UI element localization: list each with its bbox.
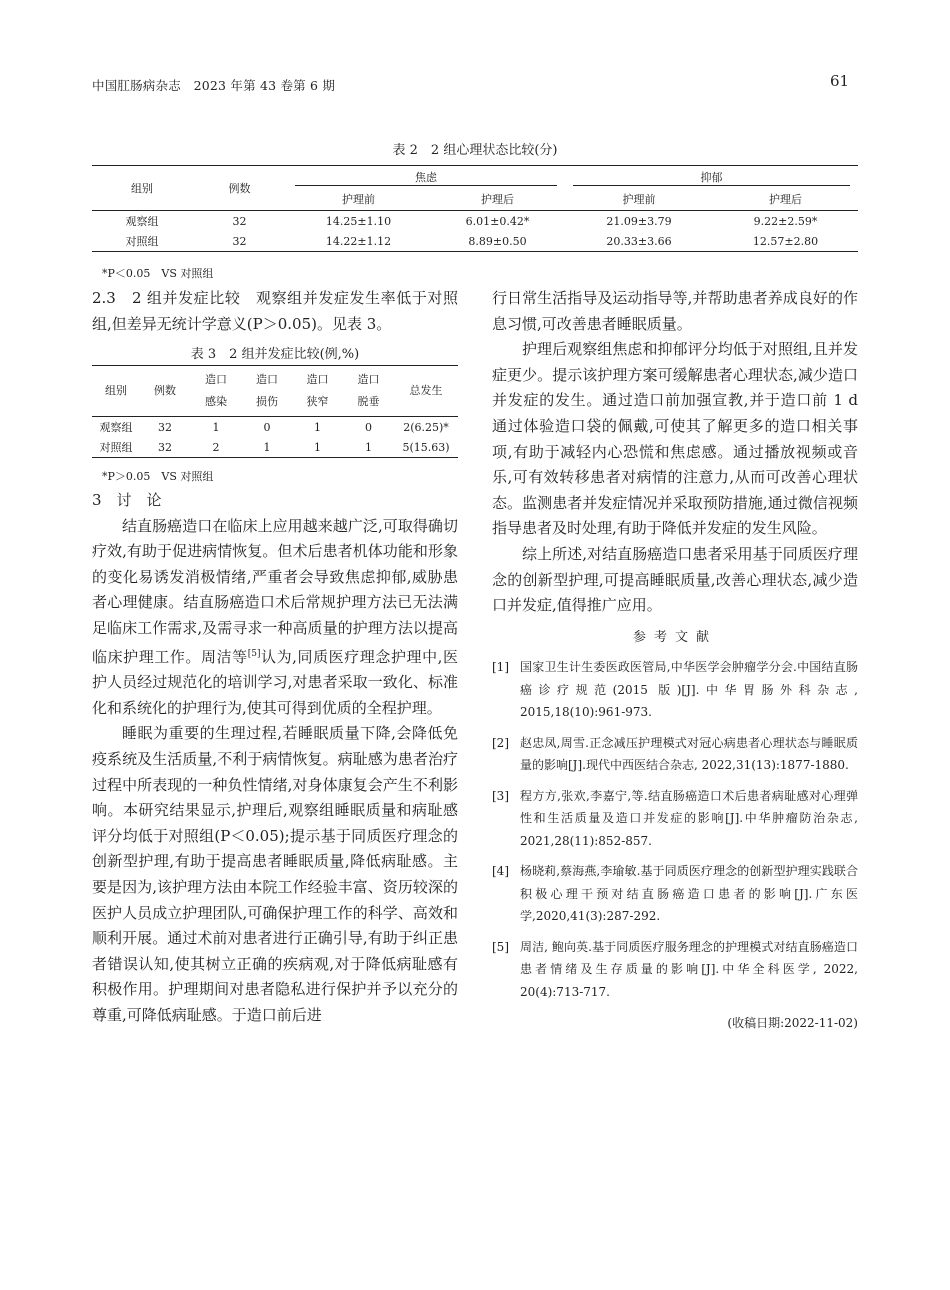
received-date: (收稿日期:2022-11-02): [727, 1016, 858, 1031]
t3-cell: 1: [292, 437, 343, 458]
t2-cell: 对照组: [92, 231, 192, 252]
reference-item: [492, 732, 858, 777]
paragraph: [92, 514, 458, 722]
t3-cell: 1: [242, 437, 292, 458]
table2-caption: 表 2 2 组心理状态比较(分): [392, 143, 558, 158]
reference-item: [492, 936, 858, 1004]
section-3-heading: 3 讨 论: [92, 491, 162, 509]
t2-header-d-before: 护理前: [565, 188, 713, 211]
t2-cell: 14.22±1.12: [287, 231, 430, 252]
t2-cell: 8.89±0.50: [430, 231, 565, 252]
t2-header-group: 组别: [92, 166, 192, 211]
paragraph-text: 认为,同质医疗理念护理中,医护人员经过规范化的培训学习,对患者采取一致化、标准化和系统化的护理行为,使其可得到优质的全程护理。: [92, 647, 458, 717]
reference-number: [2]: [492, 735, 509, 750]
reference-text: 杨晓莉,蔡海燕,李瑜敏.基于同质医疗理念的创新型护理实践联合积极心理干预对结直肠癌造口患者的影响[J].广东医学,2020,41(3):287-292.: [520, 864, 858, 924]
page-number: 61: [830, 72, 850, 90]
t3-cell: 32: [140, 437, 190, 458]
t2-header-d-after: 护理后: [713, 188, 858, 211]
citation: [5]: [247, 648, 261, 659]
t2-header-cases: 例数: [192, 166, 287, 211]
section-2-3: 2.3 2 组并发症比较 观察组并发症发生率低于对照组,但差异无统计学意义(P＞0.05)。见表 3。: [92, 289, 458, 333]
paragraph: 睡眠为重要的生理过程,若睡眠质量下降,会降低免疫系统及生活质量,不利于病情恢复。病耻感为患者治疗过程中所表现的一种负性情绪,对身体康复会产生不利影响。本研究结果显示,护理后,观察组睡眠质量和病耻感评分均低于对照组(P＜0.05);提示基于同质医疗理念的创新型护理,有助于提高患者睡眠质量,降低病耻感。主要是因为,该护理方法由本院工作经验丰富、资历较深的医护人员成立护理团队,可确保护理工作的科学、高效和顺利开展。通过术前对患者进行正确引导,有助于纠正患者错误认知,使其树立正确的疾病观,对于降低病耻感有积极作用。护理期间对患者隐私进行保护并予以充分的尊重,可降低病耻感。于造口前后进: [92, 724, 458, 1024]
t2-cell: 9.22±2.59*: [753, 214, 818, 228]
t2-header-a-before: 护理前: [287, 188, 430, 211]
table3-note: *P＞0.05 VS 对照组: [102, 470, 214, 483]
left-column-lower: [92, 488, 458, 1028]
t3-header: 总发生: [394, 366, 458, 417]
reference-text: 国家卫生计生委医政医管局,中华医学会肿瘤学分会.中国结直肠癌诊疗规范(2015 版)[J].中华胃肠外科杂志, 2015,18(10):961-973.: [520, 660, 858, 720]
paragraph: 综上所述,对结直肠癌造口患者采用基于同质医疗理念的创新型护理,可提高睡眠质量,改善心理状态,减少造口并发症,值得推广应用。: [492, 544, 858, 615]
t3-header: 造口 狭窄: [292, 366, 343, 417]
paragraph: 行日常生活指导及运动指导等,并帮助患者养成良好的作息习惯,可改善患者睡眠质量。: [492, 289, 858, 333]
references-title: 参考文献: [632, 629, 717, 645]
reference-item: [492, 785, 858, 853]
t3-cell: 对照组: [92, 437, 140, 458]
t2-cell: 12.57±2.80: [713, 231, 858, 252]
t3-cell: 2(6.25)*: [403, 420, 449, 434]
table3: [92, 365, 458, 458]
reference-number: [3]: [492, 788, 509, 803]
t3-cell: 1: [314, 420, 321, 434]
t2-cell: 14.25±1.10: [325, 214, 392, 228]
t3-header: 组别: [92, 366, 140, 417]
t3-header: 例数: [140, 366, 190, 417]
reference-number: [4]: [492, 864, 509, 879]
reference-text: 赵忠凤,周雪.正念减压护理模式对冠心病患者心理状态与睡眠质量的影响[J].现代中西医结合杂志, 2022,31(13):1877-1880.: [520, 735, 858, 773]
t2-cell: 21.09±3.79: [606, 214, 672, 228]
t3-cell: 5(15.63): [394, 437, 458, 458]
t2-header-anxiety: 焦虑: [295, 169, 557, 186]
t3-header: 造口 损伤: [242, 366, 292, 417]
paragraph-text: 结直肠癌造口在临床上应用越来越广泛,可取得确切疗效,有助于促进病情恢复。但术后患者机体功能和形象的变化易诱发消极情绪,严重者会导致焦虑抑郁,威胁患者心理健康。结直肠癌造口术后常规护理方法已无法满足临床工作需求,及需寻求一种高质量的护理方法以提高临床护理工作。周洁等: [92, 516, 458, 666]
t2-cell: 32: [192, 231, 287, 252]
t2-cell: 32: [232, 214, 247, 228]
table-row: [92, 437, 458, 458]
left-column-upper: [92, 286, 458, 337]
reference-item: [492, 656, 858, 724]
table2-note: *P＜0.05 VS 对照组: [102, 267, 214, 280]
t2-cell: 20.33±3.66: [565, 231, 713, 252]
t2-header-a-after: 护理后: [430, 188, 565, 211]
table-row: [92, 211, 858, 232]
reference-text: 周洁, 鲍向英.基于同质医疗服务理念的护理模式对结直肠癌造口患者情绪及生存质量的影响[J].中华全科医学, 2022, 20(4):713-717.: [520, 939, 858, 999]
t3-header: 造口 脱垂: [343, 366, 394, 417]
paragraph: 护理后观察组焦虑和抑郁评分均低于对照组,且并发症更少。提示该护理方案可缓解患者心理状态,减少造口并发症的发生。通过造口前加强宣教,并于造口前 1 d 通过体验造口袋的佩戴,可使其了解更多的造口相关事项,有助于减轻内心恐慌和焦虑感。通过播放视频或音乐,可有效转移患者对病情的注意力,从而可改善心理状态。监测患者并发症情况并采取预防措施,通过微信视频指导患者及时处理,有助于降低并发症的发生风险。: [492, 340, 858, 538]
t3-cell: 0: [263, 420, 271, 434]
t3-cell: 0: [365, 420, 372, 434]
t2-cell: 观察组: [125, 215, 159, 228]
table-row: [92, 417, 458, 438]
t3-cell: 32: [158, 420, 172, 434]
t3-header: 造口 感染: [190, 366, 242, 417]
reference-number: [5]: [492, 939, 509, 954]
reference-number: [1]: [492, 660, 509, 675]
t2-header-depression: 抑郁: [573, 169, 850, 186]
t3-cell: 1: [343, 437, 394, 458]
t2-cell: 6.01±0.42*: [465, 214, 530, 228]
running-header: 中国肛肠病杂志 2023 年第 43 卷第 6 期: [92, 78, 336, 93]
table-row: [92, 231, 858, 252]
t3-cell: 2: [190, 437, 242, 458]
t3-cell: 1: [212, 420, 220, 434]
reference-item: [492, 860, 858, 928]
table2: [92, 165, 858, 252]
reference-text: 程方方,张欢,李嘉宁,等.结直肠癌造口术后患者病耻感对心理弹性和生活质量及造口并发症的影响[J].中华肿瘤防治杂志, 2021,28(11):852-857.: [520, 788, 858, 848]
table3-caption: 表 3 2 组并发症比较(例,%): [190, 347, 360, 362]
right-column: [492, 286, 858, 1037]
t3-cell: 观察组: [99, 421, 133, 434]
